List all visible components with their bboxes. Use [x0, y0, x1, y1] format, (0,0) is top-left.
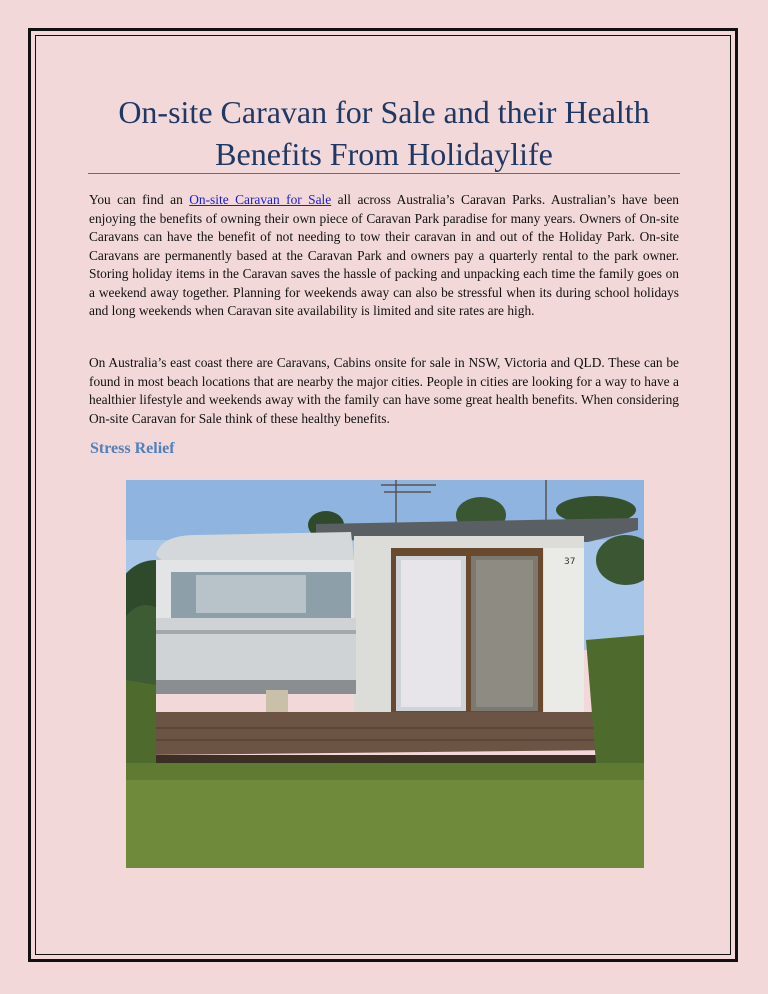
- photo-site-number: 37: [564, 557, 576, 567]
- article-title: On-site Caravan for Sale and their Health Benefits From Holidaylife: [118, 94, 650, 172]
- east-coast-paragraph: On Australia’s east coast there are Caravans, Cabins onsite for sale in NSW, Victoria and QLD. These can be found in most beach locations that are nearby the major cities. People in cities are looking for a way to have a healthier lifestyle and weekends away with the family can have some great health benefits. When considering On-site Caravan for Sale think of these healthy benefits.: [89, 355, 679, 426]
- intro-text-start: You can find an: [89, 192, 190, 207]
- title-divider: [88, 173, 680, 174]
- intro-text-rest: all across Australia’s Caravan Parks. Australian’s have been enjoying the benefits of owning their own piece of Caravan Park paradise for many years. Owners of On-site Caravans can have the benefit of not needing to tow their caravan in and out of the Holiday Park. On-site Caravans are permanently based at the Caravan Park and owners pay a quarterly rental to the park owner. Storing holiday items in the Caravan saves the hassle of packing and unpacking each time the family goes on a weekend away together. Planning for weekends away can also be stressful when its during school holidays and long weekends when Caravan site availability is limited and site rates are high.: [89, 192, 679, 318]
- onsite-caravan-link[interactable]: On-site Caravan for Sale: [189, 192, 332, 207]
- photo-caravan: [156, 532, 356, 718]
- photo-deck: [136, 712, 618, 755]
- section-heading-stress-relief: Stress Relief: [90, 440, 175, 457]
- intro-paragraph: [89, 191, 679, 321]
- caravan-photo: [126, 480, 644, 868]
